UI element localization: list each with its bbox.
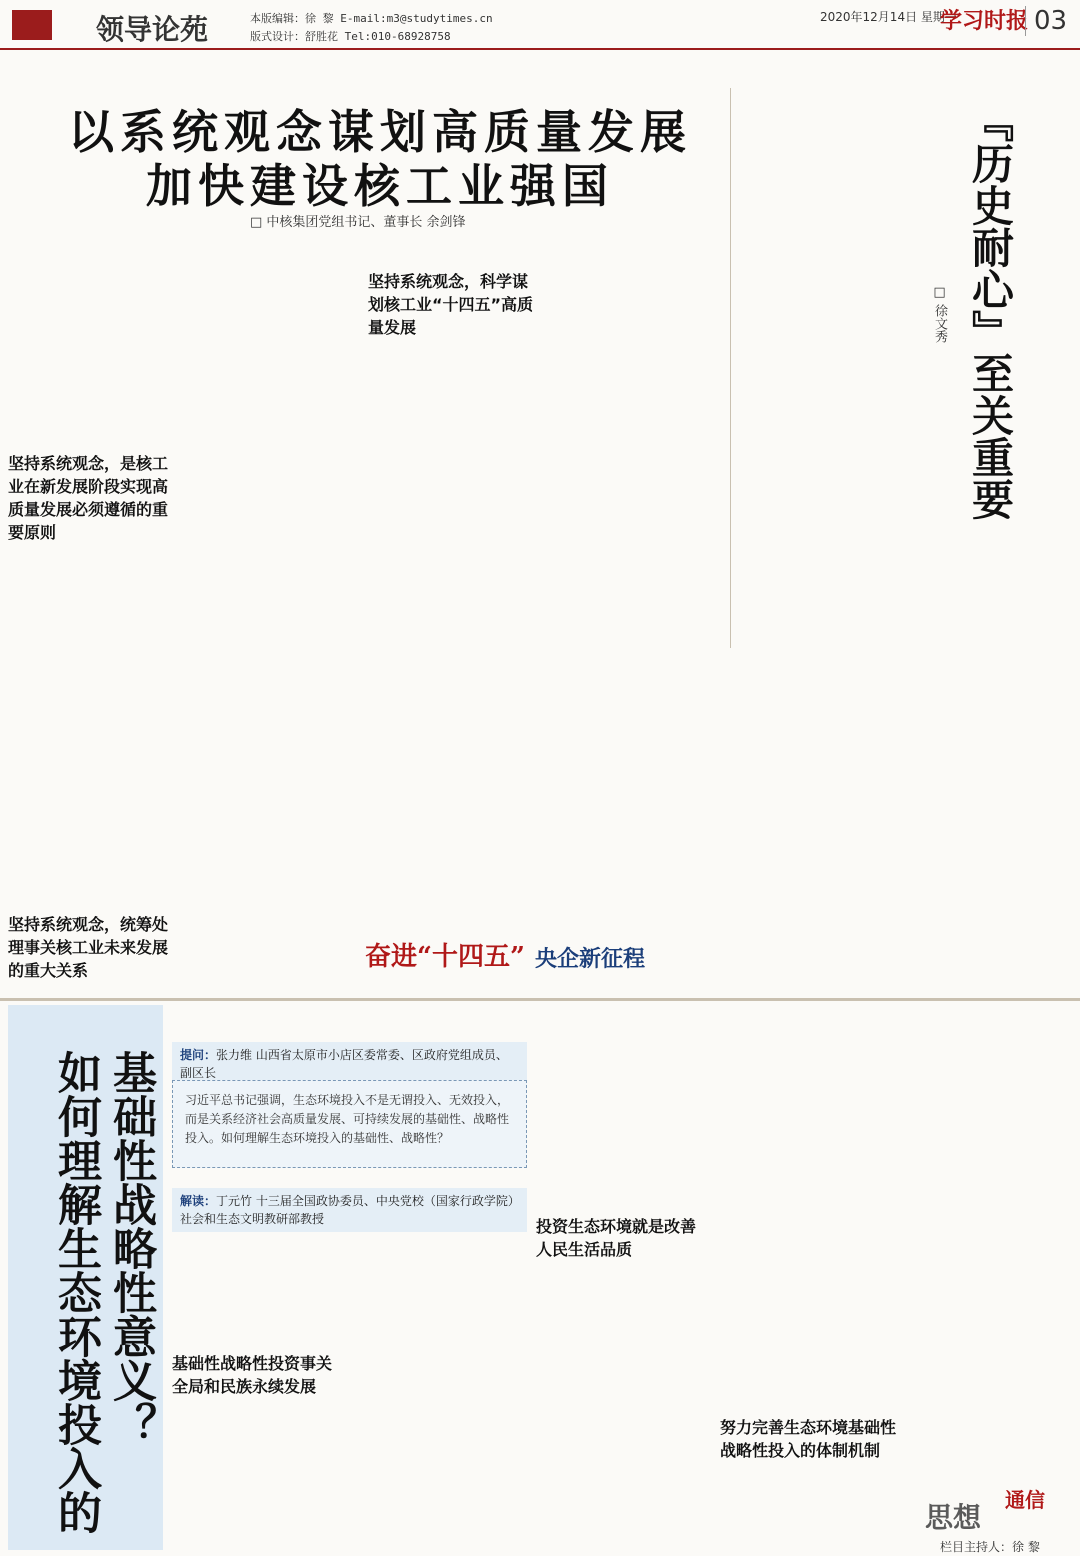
lower-column-4 xyxy=(720,1005,1070,1410)
answer-row xyxy=(172,1188,527,1232)
column-host: 栏目主持人：徐 黎 xyxy=(940,1540,1040,1554)
lower-column-2 xyxy=(354,1236,526,1550)
side-title: 『历史耐心』至关重要 xyxy=(966,100,1015,520)
masthead xyxy=(0,0,1080,50)
question-label: 提问： xyxy=(180,1048,217,1062)
lead-byline: □ 中核集团党组书记、董事长 余剑锋 xyxy=(250,215,466,230)
designer-line: 版式设计：舒胜花 Tel:010-68928758 xyxy=(250,30,451,43)
side-column-2 xyxy=(905,520,1075,980)
side-column-1 xyxy=(738,96,910,976)
question-person: 张力维 山西省太原市小店区委常委、区政府党组成员、副区长 xyxy=(180,1048,508,1080)
lead-subhead-2: 坚持系统观念，统筹处理事关核工业未来发展的重大关系 xyxy=(8,915,169,980)
issue-date: 2020年12月14日 星期一 xyxy=(820,10,957,24)
section-badge xyxy=(12,10,52,40)
lower-subhead-3: 努力完善生态环境基础性战略性投入的体制机制 xyxy=(720,1418,897,1460)
column-logo xyxy=(925,1478,1075,1534)
lead-title-line-1: 以系统观念谋划高质量发展 xyxy=(68,105,692,159)
page-number: 03 xyxy=(1025,6,1067,36)
lead-column-1b xyxy=(8,530,180,910)
section-divider xyxy=(0,998,1080,1001)
lower-subhead-2: 投资生态环境就是改善人民生活品质 xyxy=(536,1217,697,1259)
editor-line: 本版编辑：徐 黎 E-mail:m3@studytimes.cn xyxy=(250,12,493,25)
column-logo-name-a: 思想 xyxy=(925,1501,982,1534)
paper-name: 学习时报 xyxy=(940,8,1029,34)
lead-subhead-3: 坚持系统观念，科学谋划核工业“十四五”高质量发展 xyxy=(368,272,534,337)
lower-title-col-1: 如何理解生态环境投入的 xyxy=(50,1050,101,1534)
side-author: □ 徐文秀 xyxy=(932,285,947,344)
lower-column-1 xyxy=(172,1236,344,1346)
lower-title-col-2: 基础性战略性意义？ xyxy=(105,1050,156,1446)
lead-column-4 xyxy=(546,240,718,920)
lead-column-2 xyxy=(190,240,362,990)
question-quote: 习近平总书记强调，生态环境投入不是无谓投入、无效投入，而是关系经济社会高质量发展、可持续发展的基础性、战略性投入。如何理解生态环境投入的基础性、战略性？ xyxy=(172,1080,527,1168)
lead-subhead-1: 坚持系统观念，是核工业在新发展阶段实现高质量发展必须遵循的重要原则 xyxy=(8,454,169,542)
lead-column-1 xyxy=(8,240,180,450)
lower-column-3 xyxy=(536,1005,708,1210)
answer-label: 解读： xyxy=(180,1194,217,1208)
banner-text-2: 央企新征程 xyxy=(535,947,646,972)
series-banner xyxy=(365,928,675,986)
column-logo-name-b: 通信 xyxy=(1005,1488,1045,1512)
answer-person: 丁元竹 十三届全国政协委员、中央党校（国家行政学院）社会和生态文明教研部教授 xyxy=(180,1194,514,1226)
lower-subhead-1: 基础性战略性投资事关全局和民族永续发展 xyxy=(172,1354,333,1396)
lower-column-1b xyxy=(172,1405,344,1550)
section-name: 领导论苑 xyxy=(96,13,209,46)
lead-title-line-2: 加快建设核工业强国 xyxy=(146,159,614,213)
banner-text-1: 奋进“十四五” xyxy=(365,942,525,972)
lead-column-3 xyxy=(368,345,540,920)
